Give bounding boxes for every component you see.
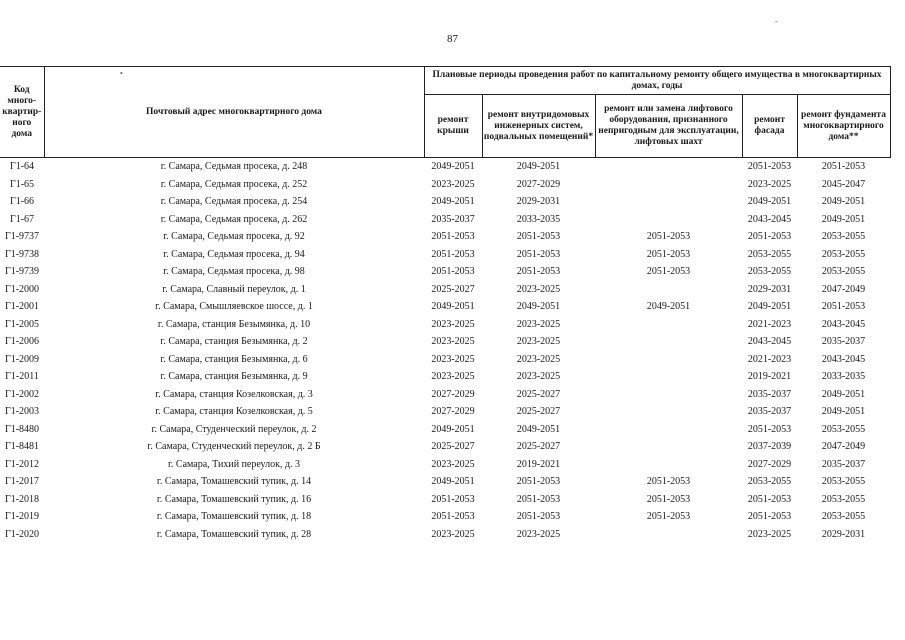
cell-facade: 2029-2031: [747, 283, 792, 295]
cell-address: г. Самара, станция Козелковская, д. 5: [155, 406, 313, 418]
cell-elevator: 2051-2053: [646, 511, 691, 523]
cell-roof: 2023-2025: [431, 336, 475, 348]
cell-facade: 2053-2055: [747, 248, 792, 260]
table-row: [0, 351, 890, 369]
cell-elevator: [595, 368, 742, 386]
cell-address: г. Самара, Седьмая просека, д. 262: [160, 213, 308, 225]
cell-foundation: 2045-2047: [821, 178, 866, 190]
cell-roof: 2049-2051: [431, 161, 475, 173]
cell-elevator: [595, 176, 742, 194]
cell-address: г. Самара, станция Безымянка, д. 10: [157, 318, 311, 330]
cell-code: Г1-9738: [4, 248, 40, 260]
cell-roof: 2049-2051: [431, 476, 475, 488]
cell-systems: 2025-2027: [516, 441, 561, 453]
cell-code: Г1-2012: [4, 458, 40, 470]
cell-address: г. Самара, Седьмая просека, д. 254: [160, 196, 308, 208]
cell-roof: 2051-2053: [431, 266, 475, 278]
cell-address: г. Самара, Смышляевское шоссе, д. 1: [155, 301, 313, 313]
table-row: [0, 333, 890, 351]
header-elevator: ремонт или замена лифтового оборудования, признанного непригодным для эксплуатации, лифтовых шахт: [595, 95, 742, 158]
cell-address: г. Самара, станция Безымянка, д. 9: [160, 371, 308, 383]
table-row: [0, 263, 890, 281]
cell-foundation: 2053-2055: [821, 493, 866, 505]
cell-address: г. Самара, Студенческий переулок, д. 2 Б: [147, 441, 321, 453]
cell-systems: 2051-2053: [516, 266, 561, 278]
header-address: Почтовый адрес многоквартирного дома: [44, 67, 424, 158]
cell-elevator: 2051-2053: [646, 248, 691, 260]
cell-elevator: [595, 421, 742, 439]
cell-facade: 2021-2023: [747, 318, 792, 330]
cell-facade: 2051-2053: [747, 511, 792, 523]
cell-roof: 2023-2025: [431, 528, 475, 540]
table-row: [0, 368, 890, 386]
cell-foundation: 2033-2035: [821, 371, 866, 383]
cell-foundation: 2029-2031: [821, 528, 866, 540]
cell-code: Г1-2018: [4, 493, 40, 505]
cell-roof: 2023-2025: [431, 318, 475, 330]
cell-elevator: 2051-2053: [646, 493, 691, 505]
cell-elevator: [595, 158, 742, 176]
cell-roof: 2023-2025: [431, 371, 475, 383]
cell-foundation: 2053-2055: [821, 476, 866, 488]
cell-foundation: 2053-2055: [821, 423, 866, 435]
cell-roof: 2049-2051: [431, 196, 475, 208]
cell-elevator: 2051-2053: [646, 231, 691, 243]
cell-code: Г1-2005: [4, 318, 40, 330]
cell-elevator: 2049-2051: [646, 301, 691, 313]
table-row: [0, 158, 890, 176]
cell-elevator: [595, 438, 742, 456]
header-periods: Плановые периоды проведения работ по капитальному ремонту общего имущества в многоквартирных домах, годы: [424, 67, 890, 95]
cell-elevator: [595, 403, 742, 421]
cell-roof: 2049-2051: [431, 301, 475, 313]
cell-address: г. Самара, Тихий переулок, д. 3: [167, 458, 301, 470]
cell-systems: 2051-2053: [516, 476, 561, 488]
cell-address: г. Самара, Томашевский тупик, д. 18: [156, 511, 312, 523]
cell-facade: 2053-2055: [747, 266, 792, 278]
cell-code: Г1-8480: [4, 423, 40, 435]
cell-elevator: [595, 351, 742, 369]
cell-roof: 2035-2037: [431, 213, 475, 225]
cell-roof: 2023-2025: [431, 458, 475, 470]
table-row: [0, 298, 890, 316]
cell-roof: 2051-2053: [431, 511, 475, 523]
header-systems: ремонт внутридомовых инженерных систем, подвальных помещений*: [482, 95, 595, 158]
table-row: [0, 508, 890, 526]
cell-foundation: 2049-2051: [821, 196, 866, 208]
cell-code: Г1-67: [9, 213, 35, 225]
cell-facade: 2021-2023: [747, 353, 792, 365]
table-row: [0, 491, 890, 509]
cell-roof: 2027-2029: [431, 388, 475, 400]
cell-systems: 2051-2053: [516, 231, 561, 243]
cell-elevator: [595, 526, 742, 544]
header-foundation: ремонт фундамента многоквартирного дома**: [797, 95, 890, 158]
table-row: [0, 438, 890, 456]
table-row: [0, 176, 890, 194]
cell-address: г. Самара, Седьмая просека, д. 92: [163, 231, 305, 243]
cell-systems: 2029-2031: [516, 196, 561, 208]
cell-systems: 2049-2051: [516, 161, 561, 173]
cell-elevator: [595, 333, 742, 351]
cell-roof: 2051-2053: [431, 231, 475, 243]
cell-systems: 2027-2029: [516, 178, 561, 190]
cell-foundation: 2049-2051: [821, 406, 866, 418]
cell-address: г. Самара, Студенческий переулок, д. 2: [151, 423, 317, 435]
cell-code: Г1-2000: [4, 283, 40, 295]
cell-foundation: 2049-2051: [821, 388, 866, 400]
cell-facade: 2053-2055: [747, 476, 792, 488]
cell-facade: 2023-2025: [747, 528, 792, 540]
cell-systems: 2023-2025: [516, 528, 561, 540]
cell-foundation: 2049-2051: [821, 213, 866, 225]
table-row: [0, 211, 890, 229]
cell-code: Г1-2001: [4, 301, 40, 313]
cell-facade: 2035-2037: [747, 388, 792, 400]
cell-roof: 2027-2029: [431, 406, 475, 418]
cell-facade: 2049-2051: [747, 301, 792, 313]
cell-systems: 2051-2053: [516, 248, 561, 260]
cell-code: Г1-2011: [5, 371, 39, 383]
table-row: [0, 316, 890, 334]
cell-facade: 2027-2029: [747, 458, 792, 470]
cell-address: г. Самара, Седьмая просека, д. 252: [160, 178, 308, 190]
cell-address: г. Самара, Седьмая просека, д. 94: [163, 248, 305, 260]
header-roof: ремонт крыши: [424, 95, 482, 158]
cell-code: Г1-2009: [4, 353, 40, 365]
cell-foundation: 2043-2045: [821, 353, 866, 365]
cell-address: г. Самара, станция Безымянка, д. 2: [160, 336, 308, 348]
header-code: Код много-квартир-ного дома: [0, 67, 44, 158]
cell-facade: 2051-2053: [747, 493, 792, 505]
cell-elevator: 2051-2053: [646, 266, 691, 278]
cell-foundation: 2053-2055: [821, 511, 866, 523]
cell-foundation: 2053-2055: [821, 248, 866, 260]
cell-facade: 2037-2039: [747, 441, 792, 453]
cell-elevator: [595, 456, 742, 474]
cell-elevator: 2051-2053: [646, 476, 691, 488]
table-row: [0, 193, 890, 211]
cell-elevator: [595, 316, 742, 334]
cell-address: г. Самара, Томашевский тупик, д. 16: [156, 493, 312, 505]
cell-address: г. Самара, станция Безымянка, д. 6: [160, 353, 308, 365]
cell-facade: 2035-2037: [747, 406, 792, 418]
cell-elevator: [595, 386, 742, 404]
cell-code: Г1-2003: [4, 406, 40, 418]
cell-roof: 2023-2025: [431, 353, 475, 365]
table-body: [0, 158, 890, 544]
table-row: [0, 228, 890, 246]
cell-elevator: [595, 193, 742, 211]
cell-facade: 2049-2051: [747, 196, 792, 208]
cell-code: Г1-2002: [4, 388, 40, 400]
cell-foundation: 2051-2053: [821, 161, 866, 173]
cell-code: Г1-66: [9, 196, 35, 208]
scan-speck: •: [120, 69, 123, 78]
cell-foundation: 2051-2053: [821, 301, 866, 313]
table-row: [0, 281, 890, 299]
cell-facade: 2051-2053: [747, 161, 792, 173]
cell-address: г. Самара, станция Козелковская, д. 3: [155, 388, 313, 400]
cell-code: Г1-8481: [4, 441, 40, 453]
table-row: [0, 421, 890, 439]
cell-code: Г1-9737: [4, 231, 40, 243]
cell-systems: 2025-2027: [516, 406, 561, 418]
cell-code: Г1-2017: [4, 476, 40, 488]
cell-systems: 2023-2025: [516, 336, 561, 348]
scan-speck: -: [775, 17, 778, 26]
cell-systems: 2049-2051: [516, 423, 561, 435]
cell-facade: 2019-2021: [747, 371, 792, 383]
cell-code: Г1-65: [9, 178, 35, 190]
cell-facade: 2051-2053: [747, 423, 792, 435]
cell-roof: 2025-2027: [431, 441, 475, 453]
cell-foundation: 2053-2055: [821, 266, 866, 278]
cell-foundation: 2035-2037: [821, 458, 866, 470]
cell-elevator: [595, 281, 742, 299]
cell-address: г. Самара, Славный переулок, д. 1: [162, 283, 306, 295]
cell-facade: 2043-2045: [747, 336, 792, 348]
table-row: [0, 456, 890, 474]
cell-foundation: 2053-2055: [821, 231, 866, 243]
cell-systems: 2051-2053: [516, 493, 561, 505]
cell-code: Г1-64: [9, 161, 35, 173]
cell-roof: 2051-2053: [431, 493, 475, 505]
cell-address: г. Самара, Седьмая просека, д. 98: [163, 266, 305, 278]
cell-systems: 2051-2053: [516, 511, 561, 523]
cell-systems: 2033-2035: [516, 213, 561, 225]
table-row: [0, 403, 890, 421]
cell-address: г. Самара, Томашевский тупик, д. 14: [156, 476, 312, 488]
table-row: [0, 526, 890, 544]
table-row: [0, 246, 890, 264]
cell-systems: 2049-2051: [516, 301, 561, 313]
cell-foundation: 2043-2045: [821, 318, 866, 330]
cell-code: Г1-2020: [4, 528, 40, 540]
cell-code: Г1-2019: [4, 511, 40, 523]
cell-address: г. Самара, Седьмая просека, д. 248: [160, 161, 308, 173]
table-row: [0, 386, 890, 404]
cell-facade: 2023-2025: [747, 178, 792, 190]
cell-systems: 2019-2021: [516, 458, 561, 470]
cell-systems: 2023-2025: [516, 318, 561, 330]
cell-systems: 2023-2025: [516, 371, 561, 383]
cell-systems: 2025-2027: [516, 388, 561, 400]
cell-code: Г1-2006: [4, 336, 40, 348]
page-number: 87: [447, 33, 458, 45]
capital-repair-table: [0, 66, 891, 543]
cell-systems: 2023-2025: [516, 353, 561, 365]
cell-foundation: 2047-2049: [821, 283, 866, 295]
cell-foundation: 2047-2049: [821, 441, 866, 453]
cell-roof: 2025-2027: [431, 283, 475, 295]
cell-roof: 2051-2053: [431, 248, 475, 260]
cell-elevator: [595, 211, 742, 229]
cell-facade: 2043-2045: [747, 213, 792, 225]
cell-address: г. Самара, Томашевский тупик, д. 28: [156, 528, 312, 540]
header-facade: ремонт фасада: [742, 95, 797, 158]
cell-facade: 2051-2053: [747, 231, 792, 243]
cell-systems: 2023-2025: [516, 283, 561, 295]
cell-code: Г1-9739: [4, 266, 40, 278]
cell-roof: 2023-2025: [431, 178, 475, 190]
cell-roof: 2049-2051: [431, 423, 475, 435]
cell-foundation: 2035-2037: [821, 336, 866, 348]
table-row: [0, 473, 890, 491]
